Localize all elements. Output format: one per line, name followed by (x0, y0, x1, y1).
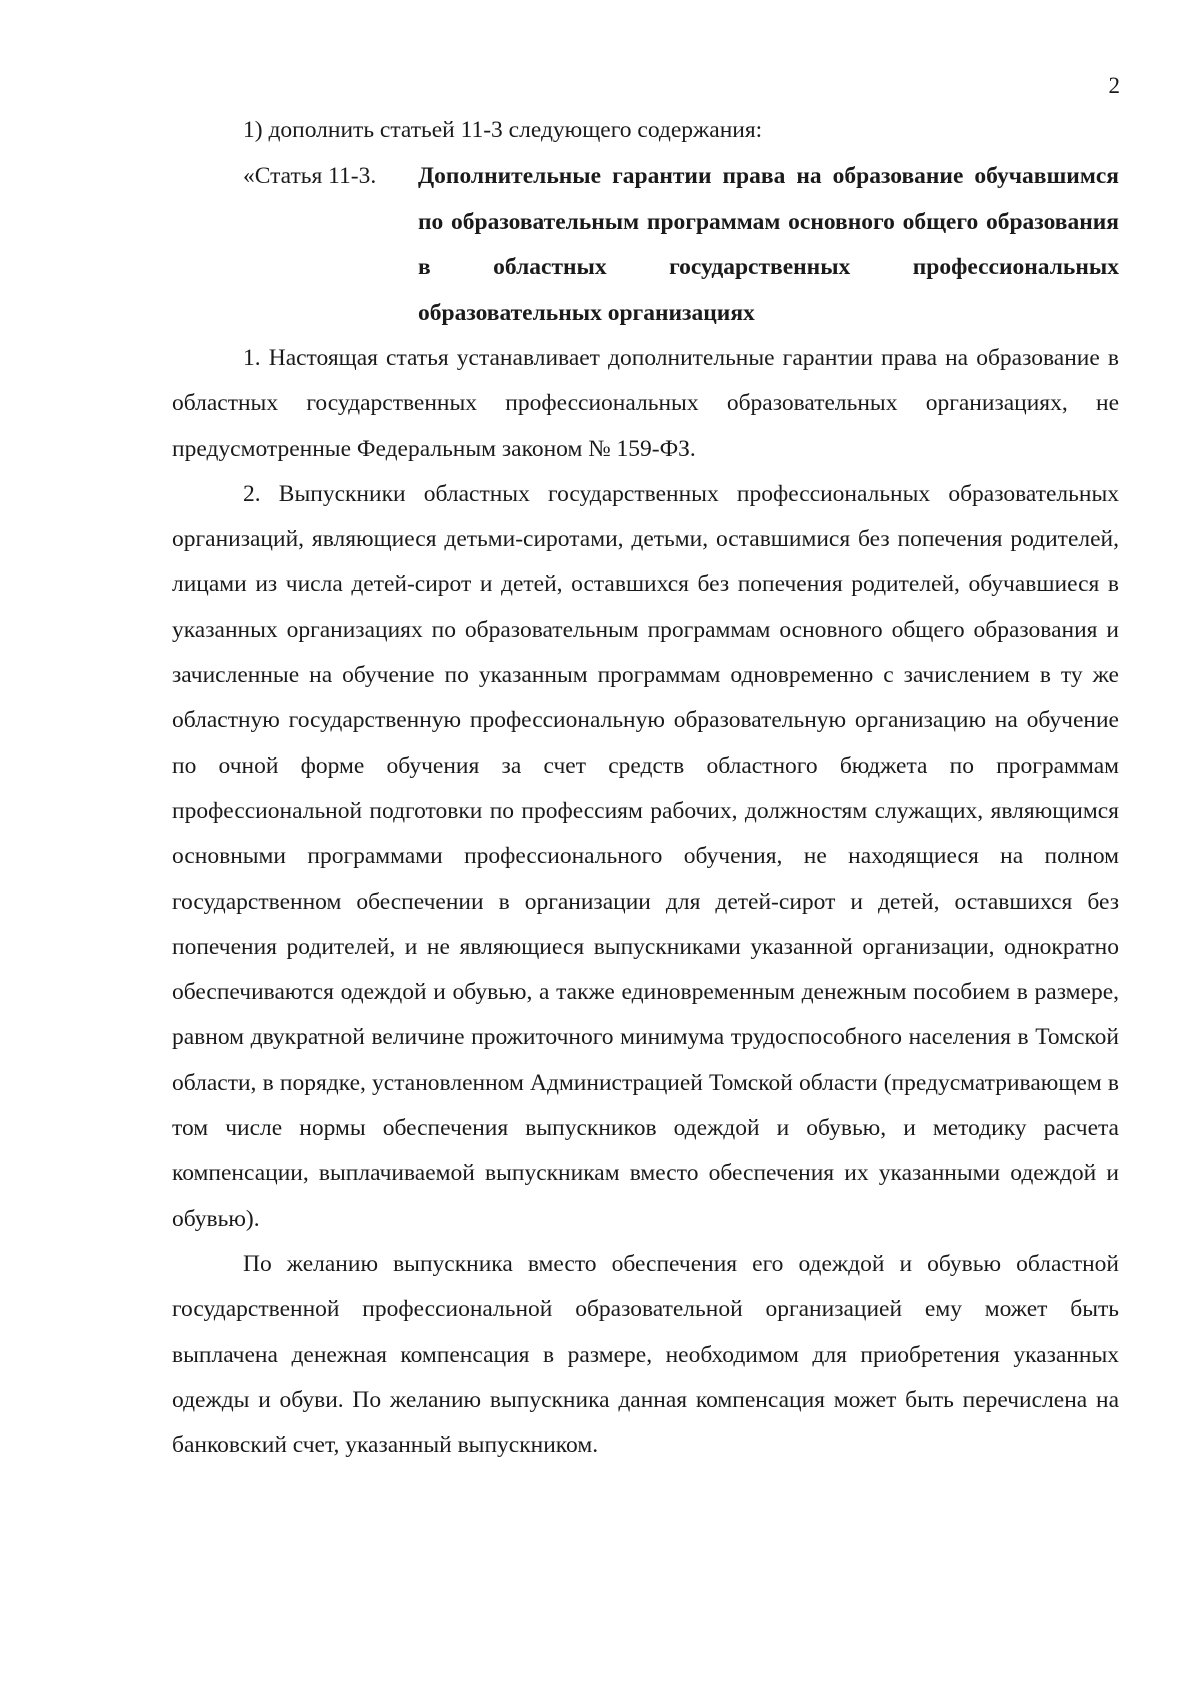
article-title: Дополнительные гарантии права на образование обучавшимся по образовательным программам основного общего образования в областных государственных профессиональных образовательных организациях (418, 163, 1119, 326)
page-number: 2 (1108, 73, 1120, 98)
article-heading (172, 154, 1119, 336)
article-number: «Статья 11-3. (243, 163, 377, 189)
paragraph-1: 1. Настоящая статья устанавливает дополнительные гарантии права на образование в областных государственных профессиональных образовательных организациях, не предусмотренные Федеральным законом № 159-ФЗ. (172, 345, 1119, 462)
paragraph-3: По желанию выпускника вместо обеспечения его одеждой и обувью областной государственной профессиональной образовательной организацией ему может быть выплачена денежная компенсация в размере, необходимом для приобретения указанных одежды и обуви. По желанию выпускника данная компенсация может быть перечислена на банковский счет, указанный выпускником. (172, 1250, 1119, 1459)
document-body (172, 107, 1119, 1468)
amendment-item: 1) дополнить статьей 11-3 следующего содержания: (243, 117, 763, 143)
paragraph-2: 2. Выпускники областных государственных профессиональных образовательных организаций, являющиеся детьми-сиротами, детьми, оставшимися без попечения родителей, лицами из числа детей-сирот и детей, оставшихся без попечения родителей, обучавшиеся в указанных организациях по образовательным программам основного общего образования и зачисленные на обучение по указанным программам одновременно с зачислением в ту же областную государственную профессиональную образовательную организацию на обучение по очной форме обучения за счет средств областного бюджета по программам профессиональной подготовки по профессиям рабочих, должностям служащих, являющимся основными программами профессионального обучения, не находящиеся на полном государственном обеспечении в организации для детей-сирот и детей, оставшихся без попечения родителей, и не являющиеся выпускниками указанной организации, однократно обеспечиваются одеждой и обувью, а также единовременным денежным пособием в размере, равном двукратной величине прожиточного минимума трудоспособного населения в Томской области, в порядке, установленном Администрацией Томской области (предусматривающем в том числе нормы обеспечения выпускников одеждой и обувью, и методику расчета компенсации, выплачиваемой выпускникам вместо обеспечения их указанными одеждой и обувью). (172, 480, 1119, 1232)
